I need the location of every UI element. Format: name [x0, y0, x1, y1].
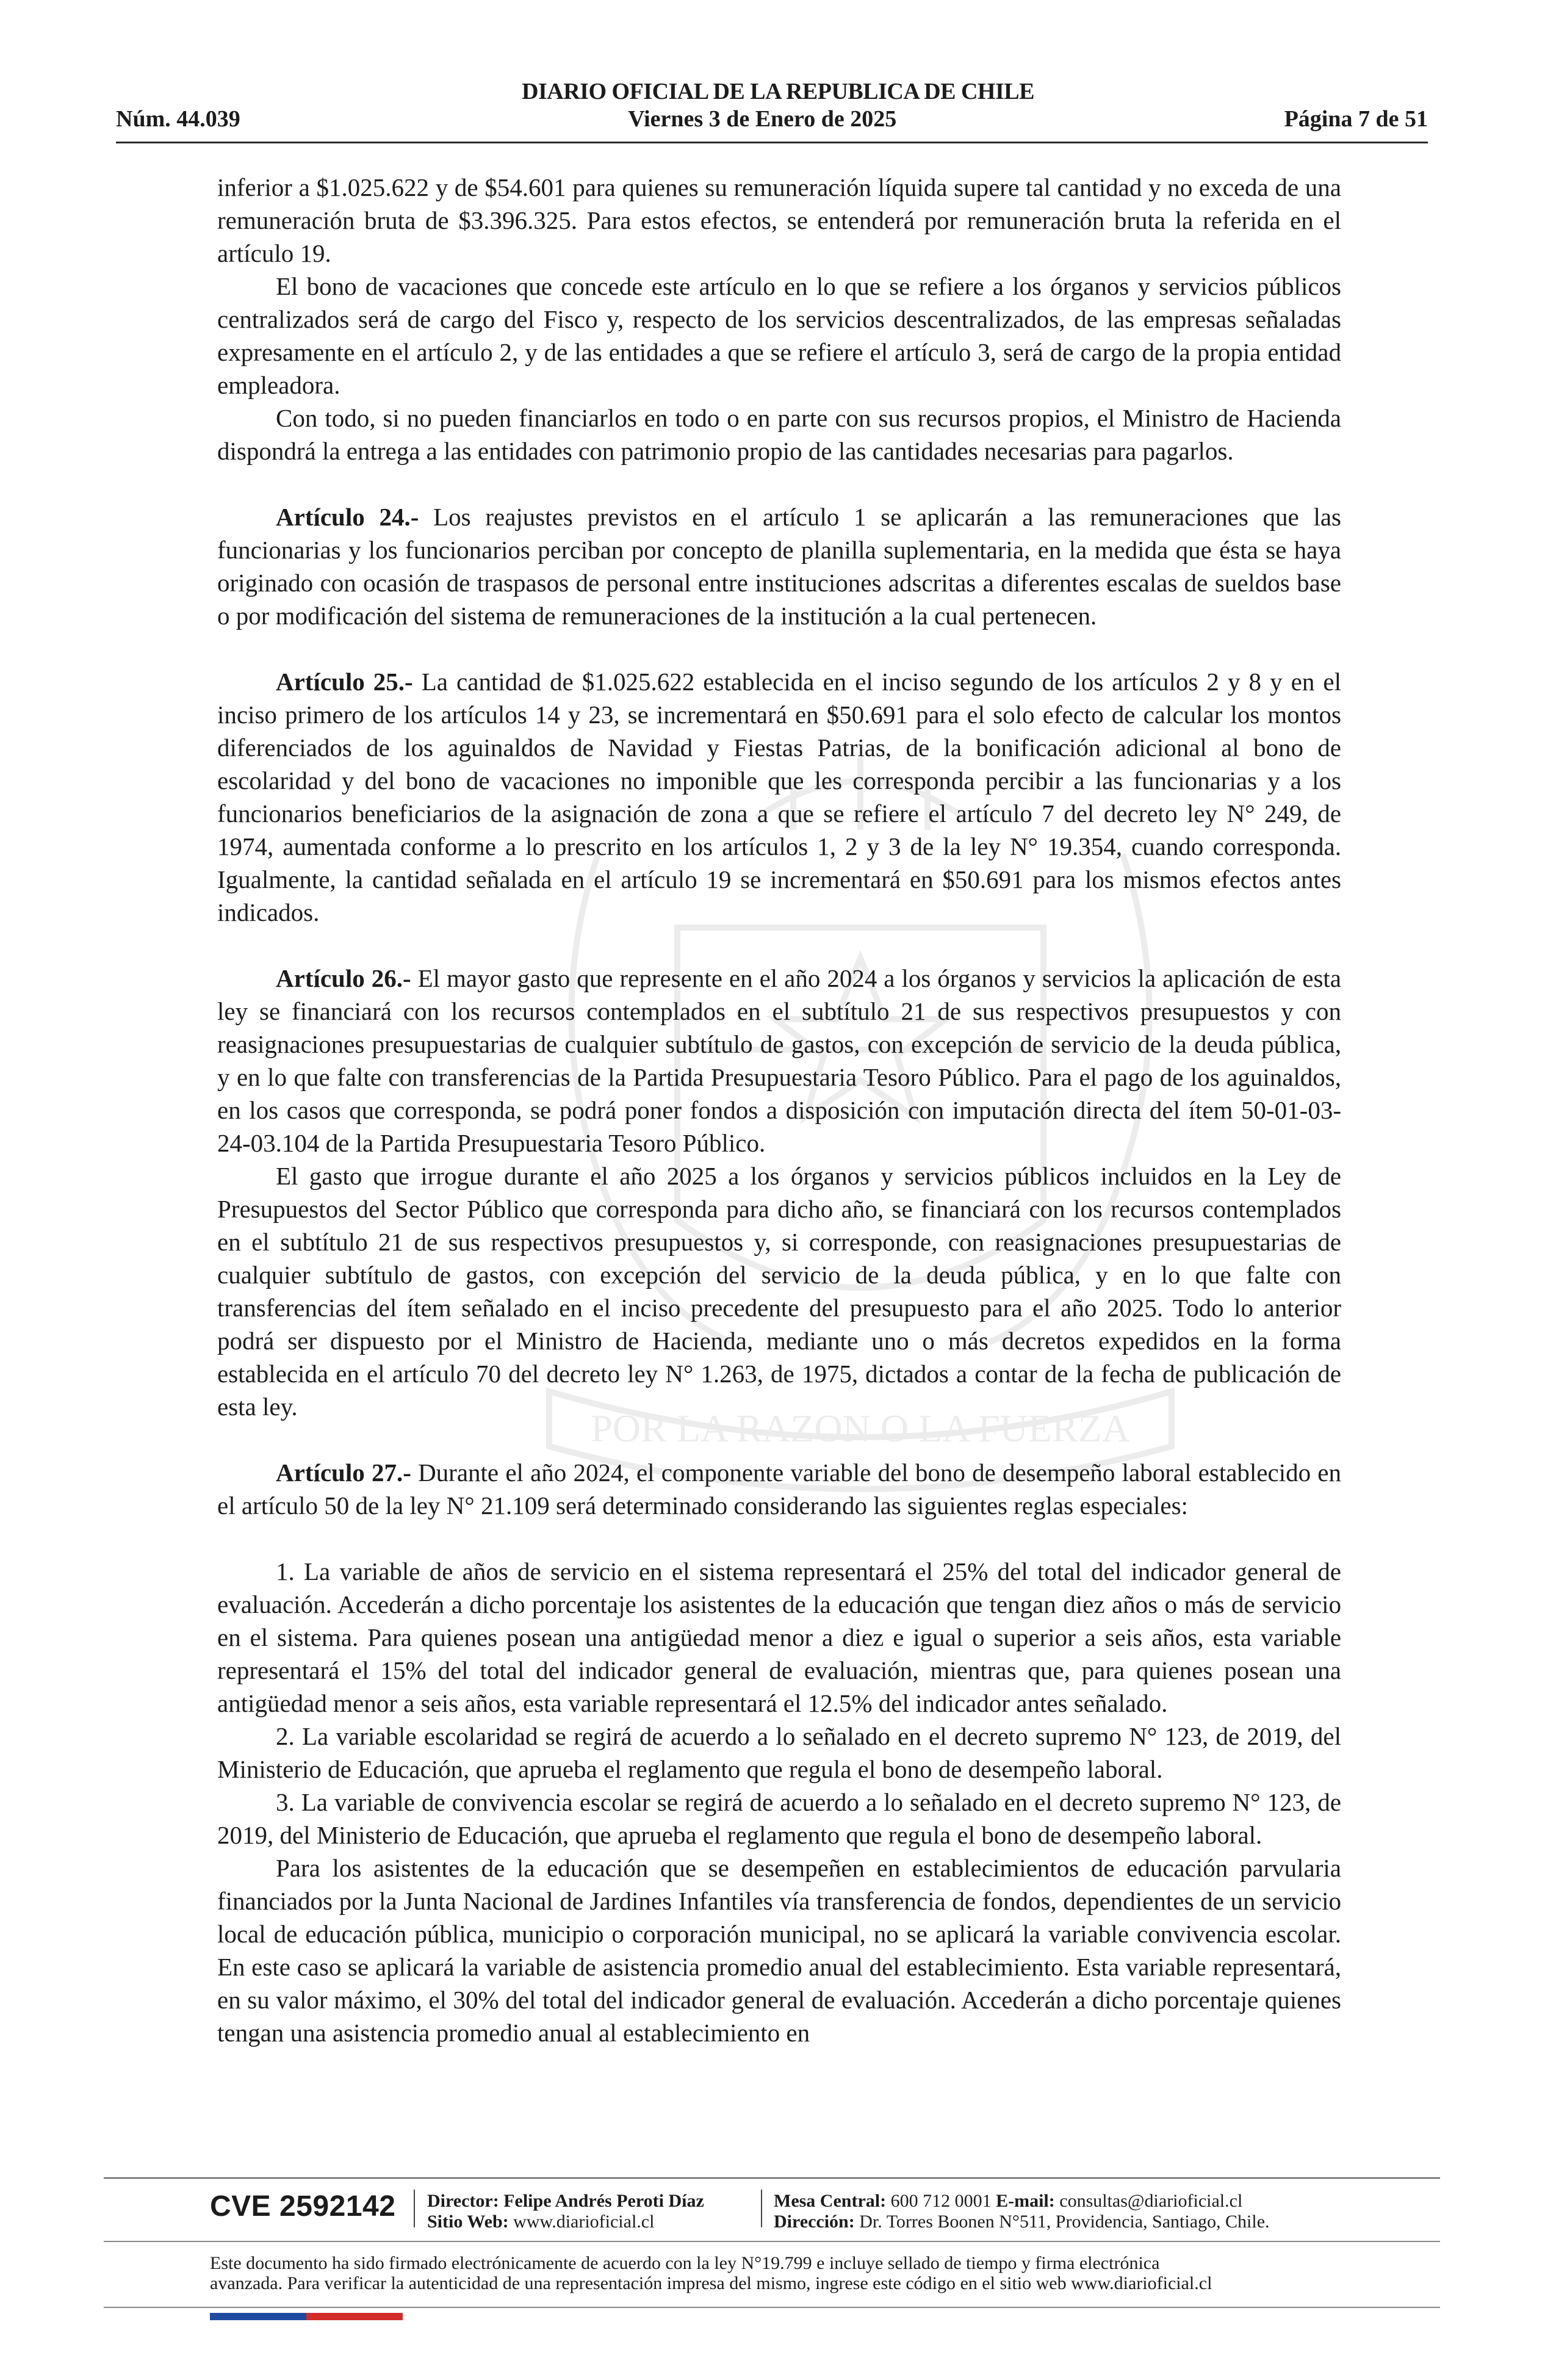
article-24-label: Artículo 24.-	[276, 503, 419, 531]
email-label: E-mail:	[996, 2191, 1055, 2211]
article-25	[217, 665, 1341, 929]
article-26-label: Artículo 26.-	[276, 964, 411, 992]
header-row	[116, 106, 1428, 132]
list-item-1: 1. La variable de años de servicio en el sistema representará el 25% del total del indicador general de evaluación. Accederán a dicho porcentaje los asistentes de la educación que tengan diez años o más de servicio en el sistema. Para quienes posean una antigüedad menor a diez e igual o superior a seis años, esta variable representará el 15% del total del indicador general de evaluación, mientras que, para quienes posean una antigüedad menor a seis años, esta variable representará el 12.5% del indicador antes señalado.	[217, 1557, 1341, 1717]
paragraph-vacation-bonus: El bono de vacaciones que concede este artículo en lo que se refiere a los órganos y servicios públicos centralizados será de cargo del Fisco y, respecto de los servicios descentralizados, de las empresas señaladas expresamente en el artículo 2, y de las entidades a que se refiere el artículo 3, será de cargo de la propia entidad empleadora.	[217, 272, 1341, 399]
website-label: Sitio Web:	[427, 2212, 509, 2232]
website-link[interactable]: www.diarioficial.cl	[513, 2212, 655, 2232]
page-number: Página 7 de 51	[1284, 106, 1428, 132]
flag-blue-segment	[210, 2313, 306, 2320]
flag-red-segment	[306, 2313, 403, 2320]
email-link[interactable]: consultas@diarioficial.cl	[1059, 2191, 1243, 2211]
header-divider	[116, 142, 1428, 143]
mesa-central-phone: 600 712 0001	[890, 2191, 992, 2211]
list-item-3: 3. La variable de convivencia escolar se regirá de acuerdo a lo señalado en el decreto supremo N° 123, de 2019, del Ministerio de Educación, que aprueba el reglamento que regula el bono de desempeño laboral.	[217, 1788, 1341, 1849]
article-27-text: Durante el año 2024, el componente variable del bono de desempeño laboral establecido en el artículo 50 de la ley N° 21.109 será determinado considerando las siguientes reglas especiales:	[217, 1459, 1341, 1520]
issue-number: Núm. 44.039	[116, 106, 240, 132]
article-25-text: La cantidad de $1.025.622 establecida en el inciso segundo de los artículos 2 y 8 y en el inciso primero de los artículos 14 y 23, se incrementará en $50.691 para el solo efecto de calcular los montos diferenciados de los aguinaldos de Navidad y Fiestas Patrias, de la bonificación adicional al bono de escolaridad y del bono de vacaciones no imponible que les corresponda percibir a las funcionarias y a los funcionarios beneficiarios de la asignación de zona a que se refiere el artículo 7 del decreto ley N° 249, de 1974, aumentada conforme a lo prescrito en los artículos 1, 2 y 3 de la ley N° 19.354, cuando corresponda. Igualmente, la cantidad señalada en el artículo 19 se incrementará en $50.691 para los mismos efectos antes indicados.	[217, 668, 1341, 926]
article-26-text: El mayor gasto que represente en el año 2024 a los órganos y servicios la aplicación de esta ley se financiará con los recursos contemplados en el subtítulo 21 de sus respectivos presupuestos y con reasignaciones presupuestarias de cualquier subtítulo de gastos, con excepción de servicio de la deuda pública, y en lo que falte con transferencias de la Partida Presupuestaria Tesoro Público. Para el pago de los aguinaldos, en los casos que corresponda, se podrá poner fondos a disposición con imputación directa del ítem 50-01-03-24-03.104 de la Partida Presupuestaria Tesoro Público.	[217, 964, 1341, 1157]
article-24-text: Los reajustes previstos en el artículo 1 se aplicarán a las remuneraciones que las funcionarias y los funcionarios perciban por concepto de planilla suplementaria, en la medida que ésta se haya originado con ocasión de traspasos de personal entre instituciones adscritas a diferentes escalas de sueldos base o por modificación del sistema de remuneraciones de la institución a la cual pertenecen.	[217, 503, 1342, 630]
address-label: Dirección:	[774, 2212, 855, 2232]
article-24	[217, 500, 1341, 632]
list-item-2: 2. La variable escolaridad se regirá de acuerdo a lo señalado en el decreto supremo N° 123, de 2019, del Ministerio de Educación, que aprueba el reglamento que regula el bono de desempeño laboral.	[217, 1722, 1341, 1783]
document-body	[217, 171, 1341, 2049]
footer-legal-notice	[210, 2253, 1327, 2293]
article-25-label: Artículo 25.-	[276, 668, 413, 696]
paragraph-parvularia: Para los asistentes de la educación que se desempeñen en establecimientos de educación parvularia financiados por la Junta Nacional de Jardines Infantiles vía transferencia de fondos, dependientes de un servicio local de educación pública, municipio o corporación municipal, no se aplicará la variable convivencia escolar. En este caso se aplicará la variable de asistencia promedio anual del establecimiento. Esta variable representará, en su valor máximo, el 30% del total del indicador general de evaluación. Accederán a dicho porcentaje quienes tengan una asistencia promedio anual al establecimiento en	[217, 1854, 1341, 2047]
cve-code: CVE 2592142	[210, 2190, 396, 2223]
paragraph-financing: Con todo, si no pueden financiarlos en todo o en parte con sus recursos propios, el Ministro de Hacienda dispondrá la entrega a las entidades con patrimonio propio de las cantidades necesarias para pagarlos.	[217, 404, 1341, 465]
footer-separator	[414, 2190, 415, 2227]
legal-line-2: avanzada. Para verificar la autenticidad de una representación impresa del mismo, ingrese este código en el sitio web www.diarioficial.cl	[210, 2273, 1212, 2293]
watermark-motto: POR LA RAZON O LA FUERZA	[591, 1407, 1130, 1450]
footer-bottom-divider	[104, 2307, 1440, 2308]
director-label: Director:	[427, 2191, 499, 2211]
issue-date: Viernes 3 de Enero de 2025	[628, 106, 897, 132]
flag-color-bar	[210, 2313, 403, 2320]
footer-top-divider	[104, 2177, 1440, 2179]
newspaper-title: DIARIO OFICIAL DE LA REPUBLICA DE CHILE	[522, 79, 1034, 104]
article-26	[217, 962, 1341, 1159]
footer-director-block	[427, 2191, 704, 2232]
footer-contact-block	[774, 2191, 1270, 2232]
address-value: Dr. Torres Boonen N°511, Providencia, Santiago, Chile.	[859, 2212, 1270, 2232]
footer-separator	[761, 2190, 762, 2227]
paragraph-continuation: inferior a $1.025.622 y de $54.601 para quienes su remuneración líquida supere tal cantidad y no exceda de una remuneración bruta de $3.396.325. Para estos efectos, se entenderá por remuneración bruta la referida en el artículo 19.	[217, 173, 1341, 267]
article-26-paragraph-2: El gasto que irrogue durante el año 2025 a los órganos y servicios públicos incluidos en la Ley de Presupuestos del Sector Público que corresponda para dicho año, se financiará con los recursos contemplados en el subtítulo 21 de sus respectivos presupuestos y, si corresponde, con reasignaciones presupuestarias de cualquier subtítulo de gastos, con excepción del servicio de la deuda pública, y en lo que falte con transferencias del ítem señalado en el inciso precedente del presupuesto para el año 2025. Todo lo anterior podrá ser dispuesto por el Ministro de Hacienda, mediante uno o más decretos expedidos en la forma establecida en el artículo 70 del decreto ley N° 1.263, de 1975, dictados a contar de la fecha de publicación de esta ley.	[217, 1162, 1341, 1421]
director-name: Felipe Andrés Peroti Díaz	[503, 2191, 704, 2211]
legal-line-1: Este documento ha sido firmado electrónicamente de acuerdo con la ley N°19.799 e incluye sellado de tiempo y firma electrónica	[210, 2253, 1160, 2273]
article-27	[217, 1456, 1341, 1522]
footer-middle-divider	[104, 2241, 1440, 2242]
article-27-label: Artículo 27.-	[276, 1459, 411, 1487]
mesa-central-label: Mesa Central:	[774, 2191, 887, 2211]
